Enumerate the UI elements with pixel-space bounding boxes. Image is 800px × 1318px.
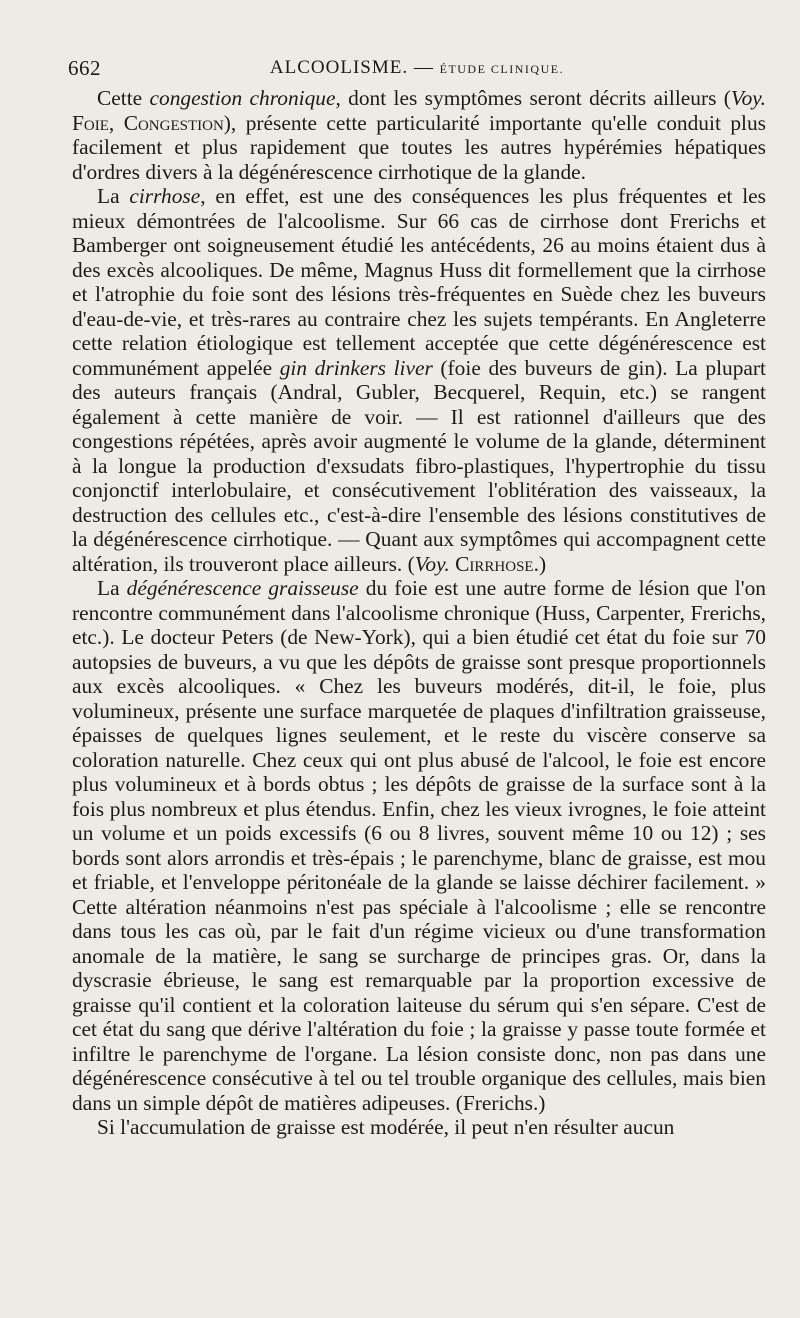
italic-text: Voy. xyxy=(730,86,766,110)
body-text xyxy=(72,86,766,1140)
text-run: Cette xyxy=(97,86,150,110)
text-run: , dont les symptômes seront décrits ailleurs ( xyxy=(335,86,731,110)
text-run: , xyxy=(108,110,124,135)
italic-text: Voy. xyxy=(414,551,450,576)
text-run: , en effet, est une des conséquences les plus fréquentes et les mieux démontrées de l'alcoolisme. Sur 66 cas de cirrhose dont Frerichs et Bamberger ont soigneusement étudié les antécédents, 26 au moins étaient dus à des excès alcooliques. De même, Magnus Huss dit formellement que la cirrhose et l'atrophie du foie sont des lésions très-fréquentes en Suède chez les buveurs d'eau-de-vie, et très-rares au contraire chez les sujets tempérants. En Angleterre cette relation étiologique est tellement acceptée que cette dégénérescence est communément appelée xyxy=(72,184,766,380)
paragraph-p2 xyxy=(72,184,766,576)
text-run: La xyxy=(97,184,130,208)
running-title-main: ALCOOLISME. xyxy=(269,57,409,78)
running-head xyxy=(68,56,766,86)
italic-text: gin drinkers liver xyxy=(279,355,433,380)
small-caps-text: Cirrhose xyxy=(455,551,534,576)
text-run: La xyxy=(97,576,127,600)
page-number: 662 xyxy=(68,56,101,80)
italic-text: congestion chronique xyxy=(149,86,336,110)
italic-text: dégénérescence graisseuse xyxy=(126,576,359,600)
running-title xyxy=(68,57,766,79)
small-caps-text: Foie xyxy=(72,110,109,135)
italic-text: cirrhose xyxy=(129,184,201,208)
running-title-separator: — xyxy=(413,57,434,78)
text-run: (foie des buveurs de gin). La plupart des auteurs français (Andral, Gubler, Becquerel, Requin, etc.) se rangent également à cette manière de voir. — Il est rationnel d'ailleurs que des congestions répétées, après avoir augmenté le volume de la glande, déterminent à la longue la production d'exsudats fibro-plastiques, l'hypertrophie du tissu conjonctif interlobulaire, et consécutivement l'oblitération des vaisseaux, la destruction des cellules etc., c'est-à-dire l'ensemble des lésions constitutives de la dégénérescence cirrhotique. — Quant aux symptômes qui accompagnent cette altération, ils trouveront place ailleurs. ( xyxy=(72,355,766,576)
text-run: .) xyxy=(533,551,547,576)
text-run: du foie est une autre forme de lésion que l'on rencontre communément dans l'alcoolisme chronique (Huss, Carpenter, Frerichs, etc.). Le docteur Peters (de New-York), qui a bien étudié cet état du foie sur 70 autopsies de buveurs, a vu que les dépôts de graisse sont presque proportionnels aux excès alcooliques. « Chez les buveurs modérés, dit-il, le foie, plus volumineux, présente une surface marquetée de plaques d'infiltration graisseuse, épaisses de quelques lignes seulement, et le reste du viscère conserve sa coloration naturelle. Chez ceux qui ont plus abusé de l'alcool, le foie est encore plus volumineux et à bords obtus ; les dépôts de graisse de la surface sont à la fois plus nombreux et plus étendus. Enfin, chez les vieux ivrognes, le foie atteint un volume et un poids excessifs (6 ou 8 livres, souvent même 10 ou 12) ; ses bords sont alors arrondis et très-épais ; le parenchyme, blanc de graisse, est mou et friable, et l'enveloppe péritonéale de la glande se laisse déchirer facilement. » Cette altération néanmoins n'est pas spéciale à l'alcoolisme ; elle se rencontre dans tous les cas où, par le fait d'un régime vicieux ou d'une transformation anomale de la matière, le sang se surcharge de principes gras. Or, dans la dyscrasie ébrieuse, le sang est remarquable par la proportion excessive de graisse qu'il contient et la coloration laiteuse du sérum qui s'en sépare. C'est de cet état du sang que dérive l'altération du foie ; la graisse y passe toute formée et infiltre le parenchyme de l'organe. La lésion consiste donc, non pas dans une dégénérescence consécutive à tel ou tel trouble organique des cellules, mais bien dans un simple dépôt de matières adipeuses. (Frerichs.) xyxy=(72,576,766,1115)
text-run: Si l'accumulation de graisse est modérée, il peut n'en résulter aucun xyxy=(97,1115,675,1139)
paragraph-p3 xyxy=(72,576,766,1115)
text-run: ), présente cette particularité importante qu'elle conduit plus facilement et plus rapidement que toutes les autres hypérémies hépatiques d'ordres divers à la dégénérescence cirrhotique de la glande. xyxy=(72,110,766,184)
running-title-subtitle: ÉTUDE CLINIQUE. xyxy=(439,62,565,76)
small-caps-text: Congestion xyxy=(123,110,224,135)
paragraph-p1 xyxy=(72,86,766,184)
paragraph-p4 xyxy=(72,1115,766,1140)
